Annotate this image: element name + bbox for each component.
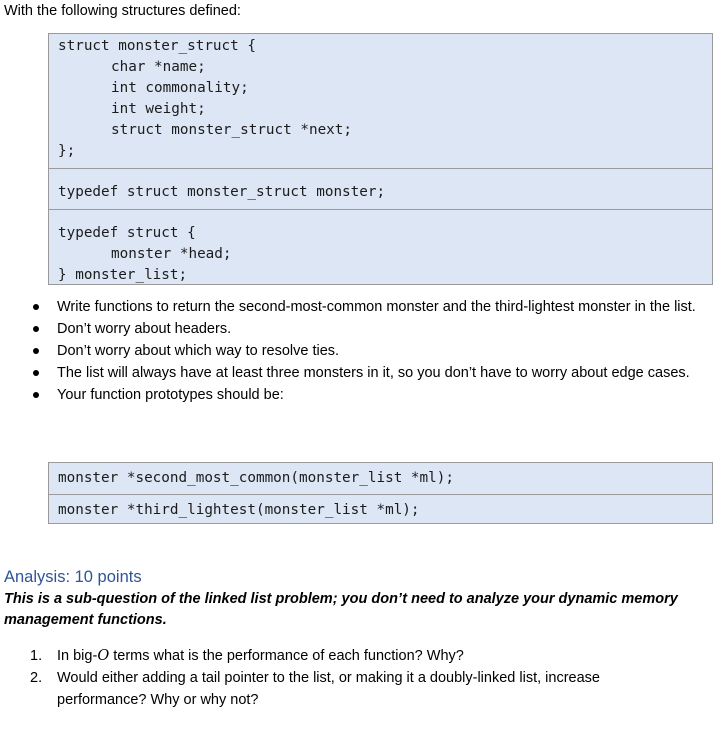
code-line: monster *second_most_common(monster_list *ml); [58,470,454,486]
list-item [0,667,680,711]
struct-code-block [48,33,713,285]
code-divider [49,209,712,210]
code-line: struct monster_struct *next; [111,122,353,138]
question-text: terms what is the performance of each function? Why? [109,648,464,664]
code-line: typedef struct monster_struct monster; [58,184,386,200]
list-item: Your function prototypes should be: [0,384,700,406]
code-line: int commonality; [111,80,249,96]
code-line: }; [58,143,76,159]
question-text: Would either adding a tail pointer to the list, or making it a doubly-linked list, increase performance? Why or why not? [57,670,600,708]
list-item: Write functions to return the second-most-common monster and the third-lightest monster in the list. [0,296,700,318]
intro-text: With the following structures defined: [4,3,241,19]
question-number: 2. [30,670,43,686]
prototype-code-block [48,462,713,524]
analysis-heading: Analysis: 10 points [4,568,142,586]
analysis-note: This is a sub-question of the linked list problem; you don’t need to analyze your dynamic memory management functions. [4,591,678,628]
requirements-list [0,296,700,406]
code-line: int weight; [111,101,206,117]
list-item [0,645,680,667]
list-item: Don’t worry about which way to resolve ties. [0,340,700,362]
code-line: } monster_list; [58,267,188,283]
list-item: The list will always have at least three monsters in it, so you don’t have to worry about edge cases. [0,362,700,384]
questions-list [0,645,680,711]
code-line: char *name; [111,59,206,75]
question-text: In big- [57,648,98,664]
question-emphasis: O [97,648,110,664]
code-line: monster *head; [111,246,232,262]
code-line: typedef struct { [58,225,196,241]
code-divider [49,494,712,495]
code-divider [49,168,712,169]
list-item: Don’t worry about headers. [0,318,700,340]
code-line: struct monster_struct { [58,38,256,54]
code-line: monster *third_lightest(monster_list *ml); [58,502,420,518]
question-number: 1. [30,648,43,664]
